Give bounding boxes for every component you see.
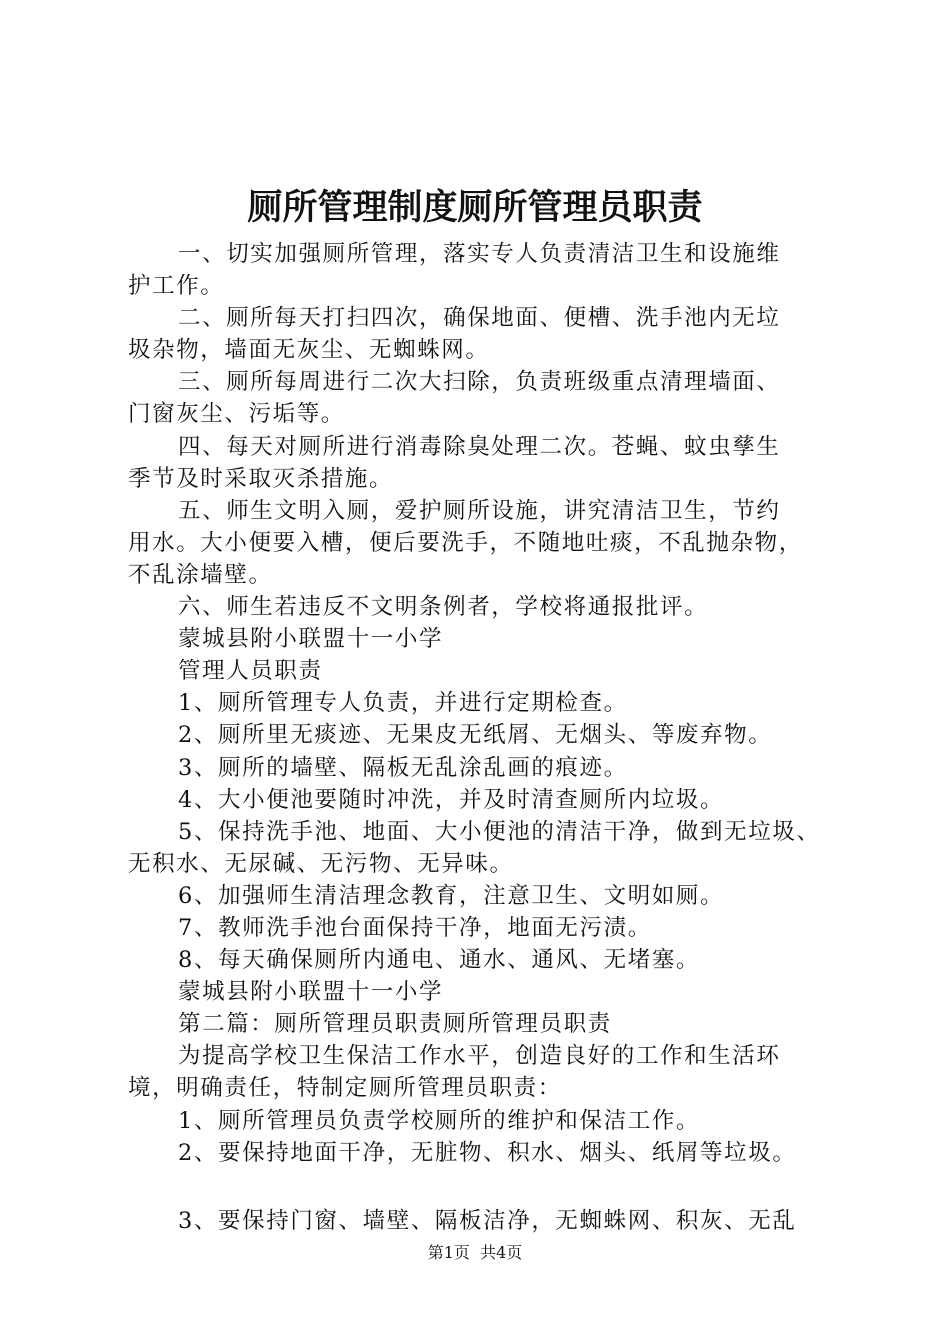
paragraph-line: 3、厕所的墙壁、隔板无乱涂乱画的痕迹。	[178, 754, 628, 781]
paragraph-line: 不乱涂墙壁。	[128, 561, 273, 588]
document-body	[128, 238, 828, 1237]
paragraph-line: 五、师生文明入厕，爱护厕所设施，讲究清洁卫生，节约	[178, 497, 781, 524]
paragraph-line: 蒙城县附小联盟十一小学	[178, 626, 444, 653]
paragraph-line: 5、保持洗手池、地面、大小便池的清洁干净，做到无垃圾、	[178, 818, 821, 845]
paragraph-line: 2、厕所里无痰迹、无果皮无纸屑、无烟头、等废弃物。	[178, 722, 773, 749]
paragraph-line	[128, 1169, 828, 1205]
paragraph-line: 六、师生若违反不文明条例者，学校将通报批评。	[178, 594, 709, 621]
paragraph-line: 管理人员职责	[178, 658, 323, 685]
paragraph-line: 三、厕所每周进行二次大扫除，负责班级重点清理墙面、	[178, 369, 781, 396]
paragraph-line: 季节及时采取灭杀措施。	[128, 465, 394, 492]
paragraph-line: 门窗灰尘、污垢等。	[128, 401, 345, 428]
document-title: 厕所管理制度厕所管理员职责	[247, 187, 703, 228]
paragraph-line: 3、要保持门窗、墙壁、隔板洁净，无蜘蛛网、积灰、无乱	[178, 1207, 797, 1234]
paragraph-line: 境，明确责任，特制定厕所管理员职责：	[128, 1075, 562, 1102]
paragraph-line: 护工作。	[128, 273, 225, 300]
paragraph-line: 用水。大小便要入槽，便后要洗手，不随地吐痰，不乱抛杂物，	[128, 529, 803, 556]
paragraph-line: 无积水、无尿碱、无污物、无异味。	[128, 850, 514, 877]
paragraph-line: 四、每天对厕所进行消毒除臭处理二次。苍蝇、蚊虫孳生	[178, 433, 781, 460]
paragraph-line: 一、切实加强厕所管理，落实专人负责清洁卫生和设施维	[178, 241, 781, 267]
paragraph-line: 8、每天确保厕所内通电、通水、通风、无堵塞。	[178, 947, 701, 974]
page-footer: 第1页 共4页	[427, 1243, 523, 1262]
paragraph-line: 2、要保持地面干净，无脏物、积水、烟头、纸屑等垃圾。	[178, 1139, 797, 1166]
paragraph-line: 1、厕所管理员负责学校厕所的维护和保洁工作。	[178, 1107, 701, 1134]
paragraph-line: 4、大小便池要随时冲洗，并及时清查厕所内垃圾。	[178, 786, 725, 813]
paragraph-line: 二、厕所每天打扫四次，确保地面、便槽、洗手池内无垃	[178, 305, 781, 332]
paragraph-line: 第二篇：厕所管理员职责厕所管理员职责	[178, 1011, 612, 1038]
paragraph-line: 7、教师洗手池台面保持干净，地面无污渍。	[178, 914, 652, 941]
paragraph-line: 6、加强师生清洁理念教育，注意卫生、文明如厕。	[178, 882, 725, 909]
paragraph-line: 1、厕所管理专人负责，并进行定期检查。	[178, 690, 628, 717]
paragraph-line: 圾杂物，墙面无灰尘、无蜘蛛网。	[128, 337, 490, 364]
paragraph-line: 为提高学校卫生保洁工作水平，创造良好的工作和生活环	[178, 1043, 781, 1070]
paragraph-line: 蒙城县附小联盟十一小学	[178, 979, 444, 1006]
